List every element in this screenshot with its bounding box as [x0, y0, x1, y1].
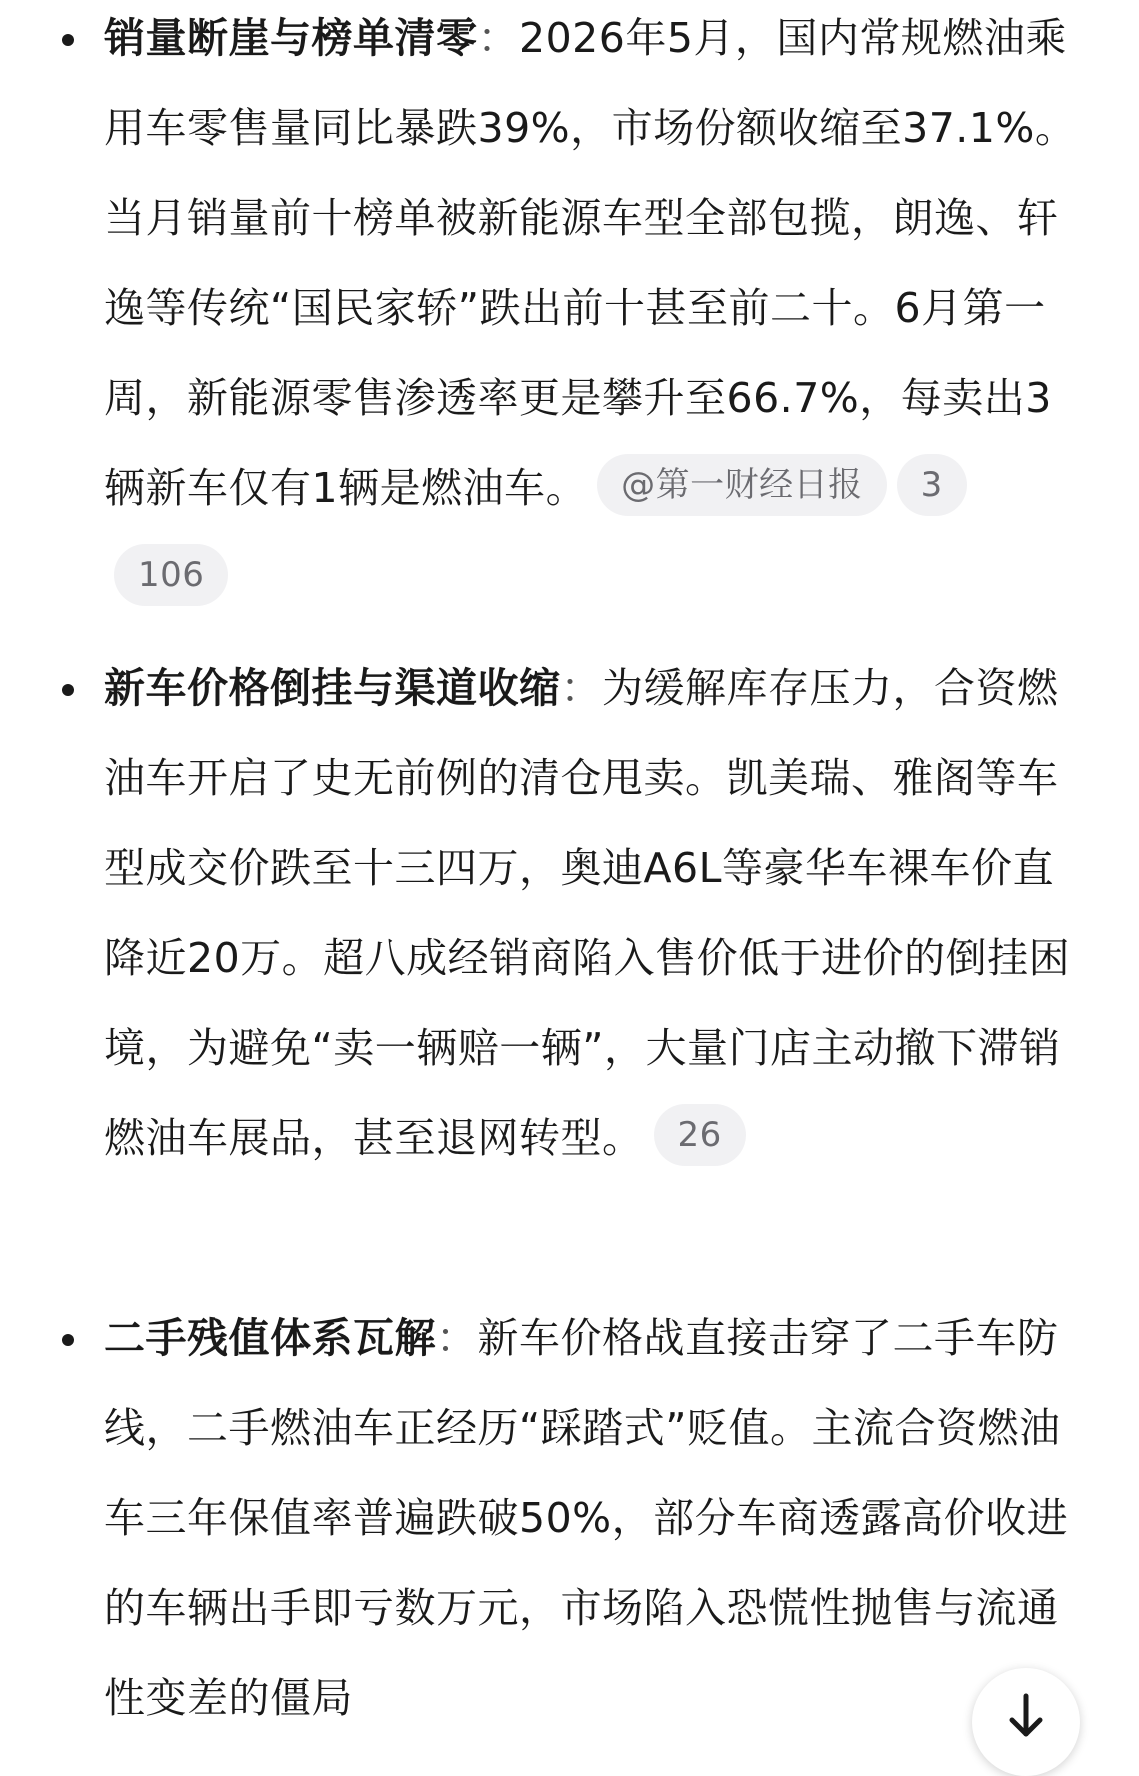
list-item-heading: 销量断崖与榜单清零: [104, 14, 478, 62]
bullet-icon: [62, 684, 74, 696]
list-item-body: 新车价格战直接击穿了二手车防线，二手燃油车正经历“踩踏式”贬值。主流合资燃油车三年保值率普遍跌破50%，部分车商透露高价收进的车辆出手即亏数万元，市场陷入恐慌性抛售与流通性变差的僵局: [104, 1314, 1069, 1722]
bullet-icon: [62, 34, 74, 46]
citation-chip-3[interactable]: 3: [897, 454, 967, 516]
list-item-paragraph: [104, 1293, 1084, 1743]
list-item-heading: 二手残值体系瓦解: [104, 1314, 436, 1362]
arrow-down-icon: [1006, 1692, 1046, 1740]
bullet-icon: [62, 1334, 74, 1346]
list-item-body: 为缓解库存压力，合资燃油车开启了史无前例的清仓甩卖。凯美瑞、雅阁等车型成交价跌至十三四万，奥迪A6L等豪华车裸车价直降近20万。超八成经销商陷入售价低于进价的倒挂困境，为避免“卖一辆赔一辆”，大量门店主动撤下滞销燃油车展品，甚至退网转型。: [104, 664, 1071, 1162]
heading-colon: ：: [560, 664, 602, 712]
list-item-paragraph: [104, 0, 1084, 623]
heading-colon: ：: [436, 1314, 478, 1362]
list-item-body: 2026年5月，国内常规燃油乘用车零售量同比暴跌39%，市场份额收缩至37.1%。当月销量前十榜单被新能源车型全部包揽，朗逸、轩逸等传统“国民家轿”跌出前十甚至前二十。6月第一周，新能源零售渗透率更是攀升至66.7%，每卖出3辆新车仅有1辆是燃油车。: [104, 14, 1077, 512]
citation-chip-26[interactable]: 26: [654, 1104, 746, 1166]
scroll-to-bottom-button[interactable]: [972, 1668, 1080, 1776]
citation-chip-106[interactable]: 106: [114, 544, 228, 606]
heading-colon: ：: [477, 14, 519, 62]
source-chip-yicai[interactable]: @第一财经日报: [597, 454, 887, 516]
list-item-heading: 新车价格倒挂与渠道收缩: [104, 664, 561, 712]
list-item-paragraph: [104, 643, 1084, 1183]
